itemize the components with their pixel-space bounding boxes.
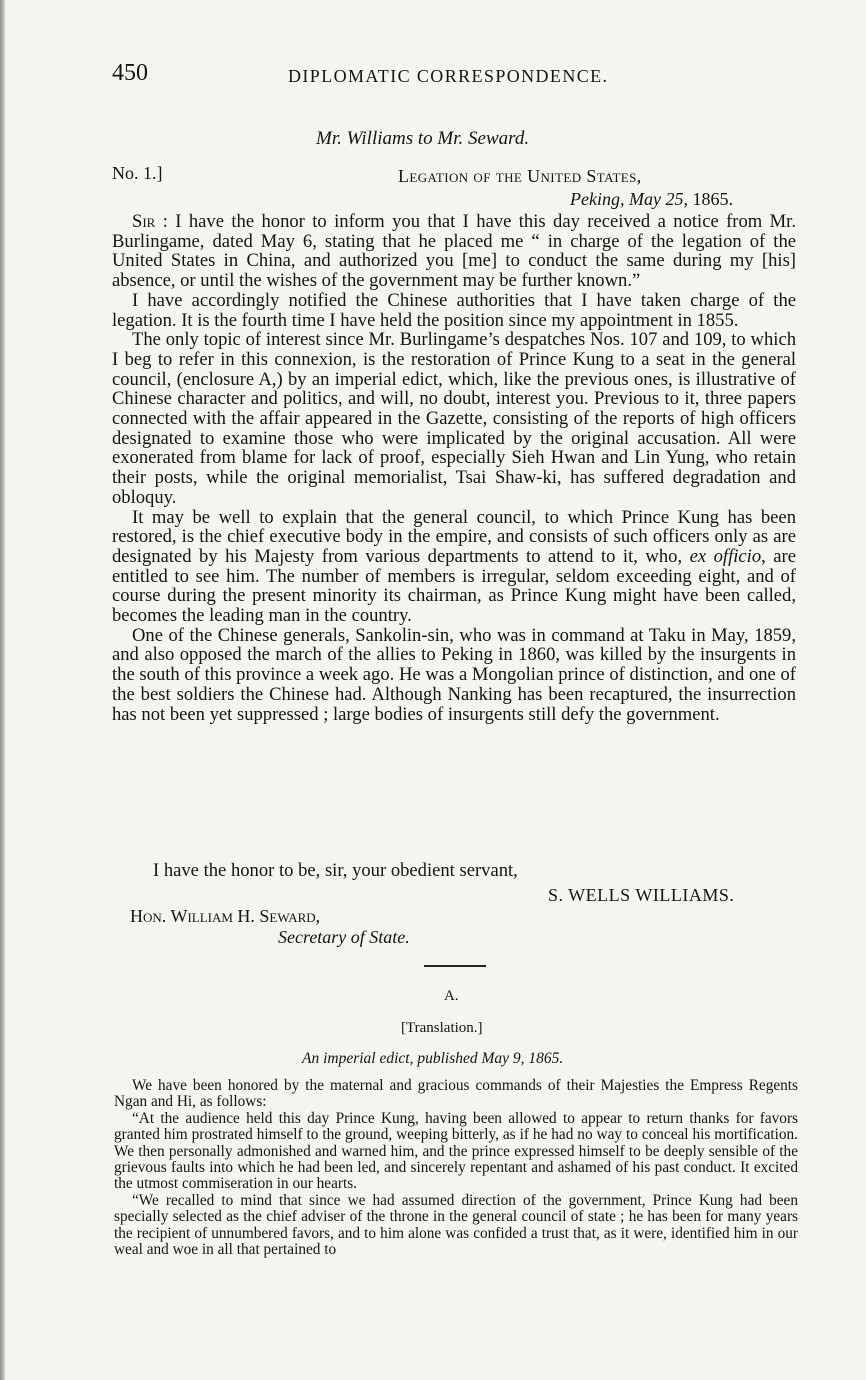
edict-paragraph: We have been honored by the maternal and gracious commands of their Majesties the Empress Regents Ngan and Hi, as follows: — [114, 1077, 798, 1111]
place-date-line — [570, 189, 733, 210]
letter-paragraph: The only topic of interest since Mr. Burlingame’s despatches Nos. 107 and 109, to which I beg to refer in this connexion, is the restoration of Prince Kung to a seat in the general council, (enclosure A,) by an imperial edict, which, like the previous ones, is illustrative of Chinese character and politics, and will, no doubt, interest you. Previous to it, three papers connected with the affair appeared in the Gazette, consisting of the reports of high officers designated to examine those who were implicated by the original accusation. All were exonerated from blame for lack of proof, especially Sieh Hwan and Lin Yung, who retain their posts, while the original memorialist, Tsai Shaw-ki, has suffered degradation and obloquy. — [112, 329, 796, 508]
edict-title: An imperial edict, published May 9, 1865. — [302, 1050, 564, 1067]
signature: S. WELLS WILLIAMS. — [548, 885, 735, 905]
edict-paragraph: “We recalled to mind that since we had assumed direction of the government, Prince Kung had been specially selected as the chief adviser of the throne in the general council of state ; he has been for many years the recipient of unnumbered favors, and to him alone was confided a trust that, as it were, identified him in our weal and woe in all that pertained to — [114, 1191, 798, 1259]
letter-paragraph: It may be well to explain that the general council, to which Prince Kung has been restored, is the chief executive body in the empire, and consists of such officers only as are designated by his Majesty from various departments to attend to it, who, ex officio, are entitled to see him. The number of members is irregular, seldom exceeding eight, and of course during the present minority its chairman, as Prince Kung might have been called, becomes the leading man in the country. — [112, 506, 796, 627]
letter-paragraph: Sir : I have the honor to inform you that I have this day received a notice from Mr. Burlingame, dated May 6, stating that he placed me “ in charge of the legation of the United States in China, and authorized you [me] to conduct the same during my [his] absence, or until the wishes of the government may be further known.” — [112, 211, 796, 292]
place-date: Peking, May 25, 1865. — [570, 189, 733, 209]
addressee-title: Secretary of State. — [278, 927, 410, 947]
legation-line: Legation of the United States, — [398, 166, 642, 186]
enclosure-label: A. — [444, 988, 459, 1004]
edict-paragraph: “At the audience held this day Prince Kung, having been allowed to appear to return thanks for favors granted him prostrated himself to the ground, weeping bitterly, as if he had no way to conceal his mortification. We then personally admonished and warned him, and the prince expressed himself to be deeply sensible of the grievous faults into which he had been led, and sincerely repentant and ashamed of his past conduct. It excited the utmost commiseration in our hearts. — [114, 1109, 798, 1193]
edict-body — [114, 1078, 798, 1258]
letter-paragraph: One of the Chinese generals, Sankolin-sin, who was in command at Taku in May, 1859, and also opposed the march of the allies to Peking in 1860, was killed by the insurgents in the south of this province a week ago. He was a Mongolian prince of distinction, and one of the best soldiers the Chinese had. Although Nanking has been recaptured, the insurrection has not been yet suppressed ; large bodies of insurgents still defy the government. — [112, 624, 796, 725]
letter-body — [112, 212, 796, 724]
addressee: Hon. William H. Seward, — [130, 906, 321, 926]
letter-paragraph: I have accordingly notified the Chinese authorities that I have taken charge of the legation. It is the fourth time I have held the position since my appointment in 1855. — [112, 289, 796, 331]
translation-note: [Translation.] — [401, 1020, 483, 1036]
running-title: DIPLOMATIC CORRESPONDENCE. — [288, 66, 609, 86]
page-number: 450 — [112, 60, 148, 86]
letter-heading: Mr. Williams to Mr. Seward. — [316, 128, 530, 149]
despatch-number: No. 1.] — [112, 163, 163, 183]
closing-line: I have the honor to be, sir, your obedient servant, — [153, 860, 518, 881]
section-divider — [424, 965, 486, 967]
